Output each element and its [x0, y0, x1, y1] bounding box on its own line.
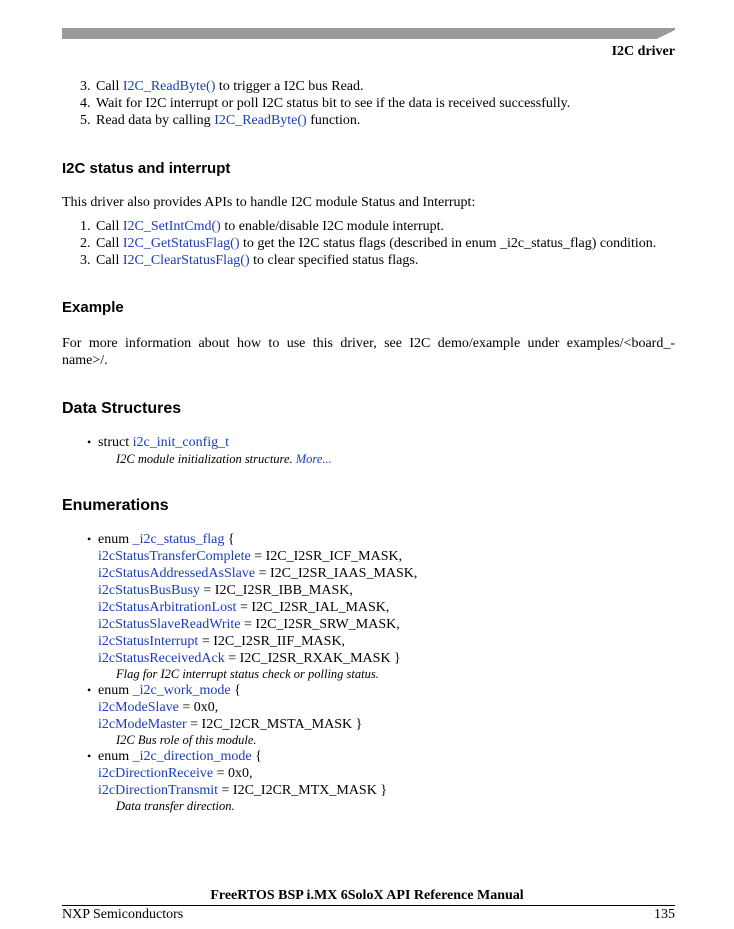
- enum-member: i2cStatusReceivedAck = I2C_I2SR_RXAK_MASK }: [98, 651, 401, 666]
- enum-name-link[interactable]: _i2c_status_flag: [132, 532, 225, 547]
- enum-member: i2cStatusAddressedAsSlave = I2C_I2SR_IAAS_MASK,: [98, 566, 418, 581]
- example-paragraph: For more information about how to use this driver, see I2C demo/example under examples/<board_- name>/.: [62, 336, 675, 368]
- section-heading-data-structures: Data Structures: [62, 400, 182, 417]
- bullet: •: [87, 532, 92, 546]
- struct-description: I2C module initialization structure.: [116, 452, 293, 466]
- bullet: •: [87, 749, 92, 763]
- enum-declaration: • enum _i2c_direction_mode {: [87, 749, 262, 764]
- status-intro: This driver also provides APIs to handle I2C module Status and Interrupt:: [62, 195, 476, 210]
- i2c-init-config-link[interactable]: i2c_init_config_t: [132, 435, 230, 450]
- header-bar: [62, 28, 675, 39]
- bullet: •: [87, 435, 92, 449]
- i2c-readbyte-link[interactable]: I2C_ReadByte(): [122, 79, 216, 94]
- enum-members: [87, 765, 417, 814]
- section-heading-example: Example: [62, 299, 124, 316]
- footer-company: NXP Semiconductors: [62, 907, 184, 922]
- i2c-clearstatusflag-link[interactable]: I2C_ClearStatusFlag(): [122, 253, 250, 268]
- list-item: 3. Call I2C_ReadByte() to trigger a I2C bus Read.: [80, 79, 364, 94]
- footer-title: FreeRTOS BSP i.MX 6SoloX API Reference Manual: [210, 888, 524, 903]
- section-heading-enumerations: Enumerations: [62, 497, 169, 514]
- enum-member: i2cStatusInterrupt = I2C_I2SR_IIF_MASK,: [98, 634, 346, 649]
- list-item: 1. Call I2C_SetIntCmd() to enable/disable I2C module interrupt.: [80, 219, 445, 234]
- enum-description: Flag for I2C interrupt status check or polling status.: [116, 667, 379, 681]
- enum-member: i2cModeMaster = I2C_I2CR_MSTA_MASK }: [98, 717, 363, 732]
- enum-member: i2cDirectionTransmit = I2C_I2CR_MTX_MASK }: [98, 783, 388, 798]
- more-link[interactable]: More...: [295, 452, 332, 466]
- enum-declaration: • enum _i2c_status_flag {: [87, 532, 235, 547]
- enum-name-link[interactable]: _i2c_direction_mode: [132, 749, 252, 764]
- enum-name-link[interactable]: _i2c_work_mode: [132, 683, 231, 698]
- list-item: 3. Call I2C_ClearStatusFlag() to clear specified status flags.: [80, 253, 419, 268]
- section-heading-status: I2C status and interrupt: [62, 160, 231, 177]
- enum-members: [87, 699, 417, 748]
- i2c-setintcmd-link[interactable]: I2C_SetIntCmd(): [122, 219, 221, 234]
- enum-members: [87, 548, 417, 682]
- list-item: 5. Read data by calling I2C_ReadByte() function.: [80, 113, 361, 128]
- footer-divider: [62, 905, 675, 906]
- enum-member: i2cStatusBusBusy = I2C_I2SR_IBB_MASK,: [98, 583, 353, 598]
- enum-member: i2cStatusTransferComplete = I2C_I2SR_ICF_MASK,: [98, 549, 403, 564]
- status-steps-list: [80, 218, 656, 269]
- steps-top-list: [80, 78, 570, 129]
- running-header-title: I2C driver: [611, 44, 675, 59]
- bullet: •: [87, 683, 92, 697]
- page-number: 135: [654, 907, 675, 922]
- enum-member: i2cModeSlave = 0x0,: [98, 700, 219, 715]
- enum-declaration: • enum _i2c_work_mode {: [87, 683, 241, 698]
- enum-description: I2C Bus role of this module.: [116, 733, 257, 747]
- i2c-readbyte-link[interactable]: I2C_ReadByte(): [214, 113, 307, 128]
- i2c-getstatusflag-link[interactable]: I2C_GetStatusFlag(): [122, 236, 240, 251]
- enum-member: i2cDirectionReceive = 0x0,: [98, 766, 253, 781]
- data-structure-item: • struct i2c_init_config_t I2C module initialization structure. More...: [87, 435, 332, 466]
- enum-member: i2cStatusSlaveReadWrite = I2C_I2SR_SRW_MASK,: [98, 617, 400, 632]
- list-item: 4. Wait for I2C interrupt or poll I2C status bit to see if the data is received successfully.: [80, 96, 571, 111]
- list-item: 2. Call I2C_GetStatusFlag() to get the I2C status flags (described in enum _i2c_status_flag) condition.: [80, 236, 657, 251]
- enumerations-list: [87, 531, 417, 814]
- enum-description: Data transfer direction.: [116, 799, 235, 813]
- enum-member: i2cStatusArbitrationLost = I2C_I2SR_IAL_MASK,: [98, 600, 390, 615]
